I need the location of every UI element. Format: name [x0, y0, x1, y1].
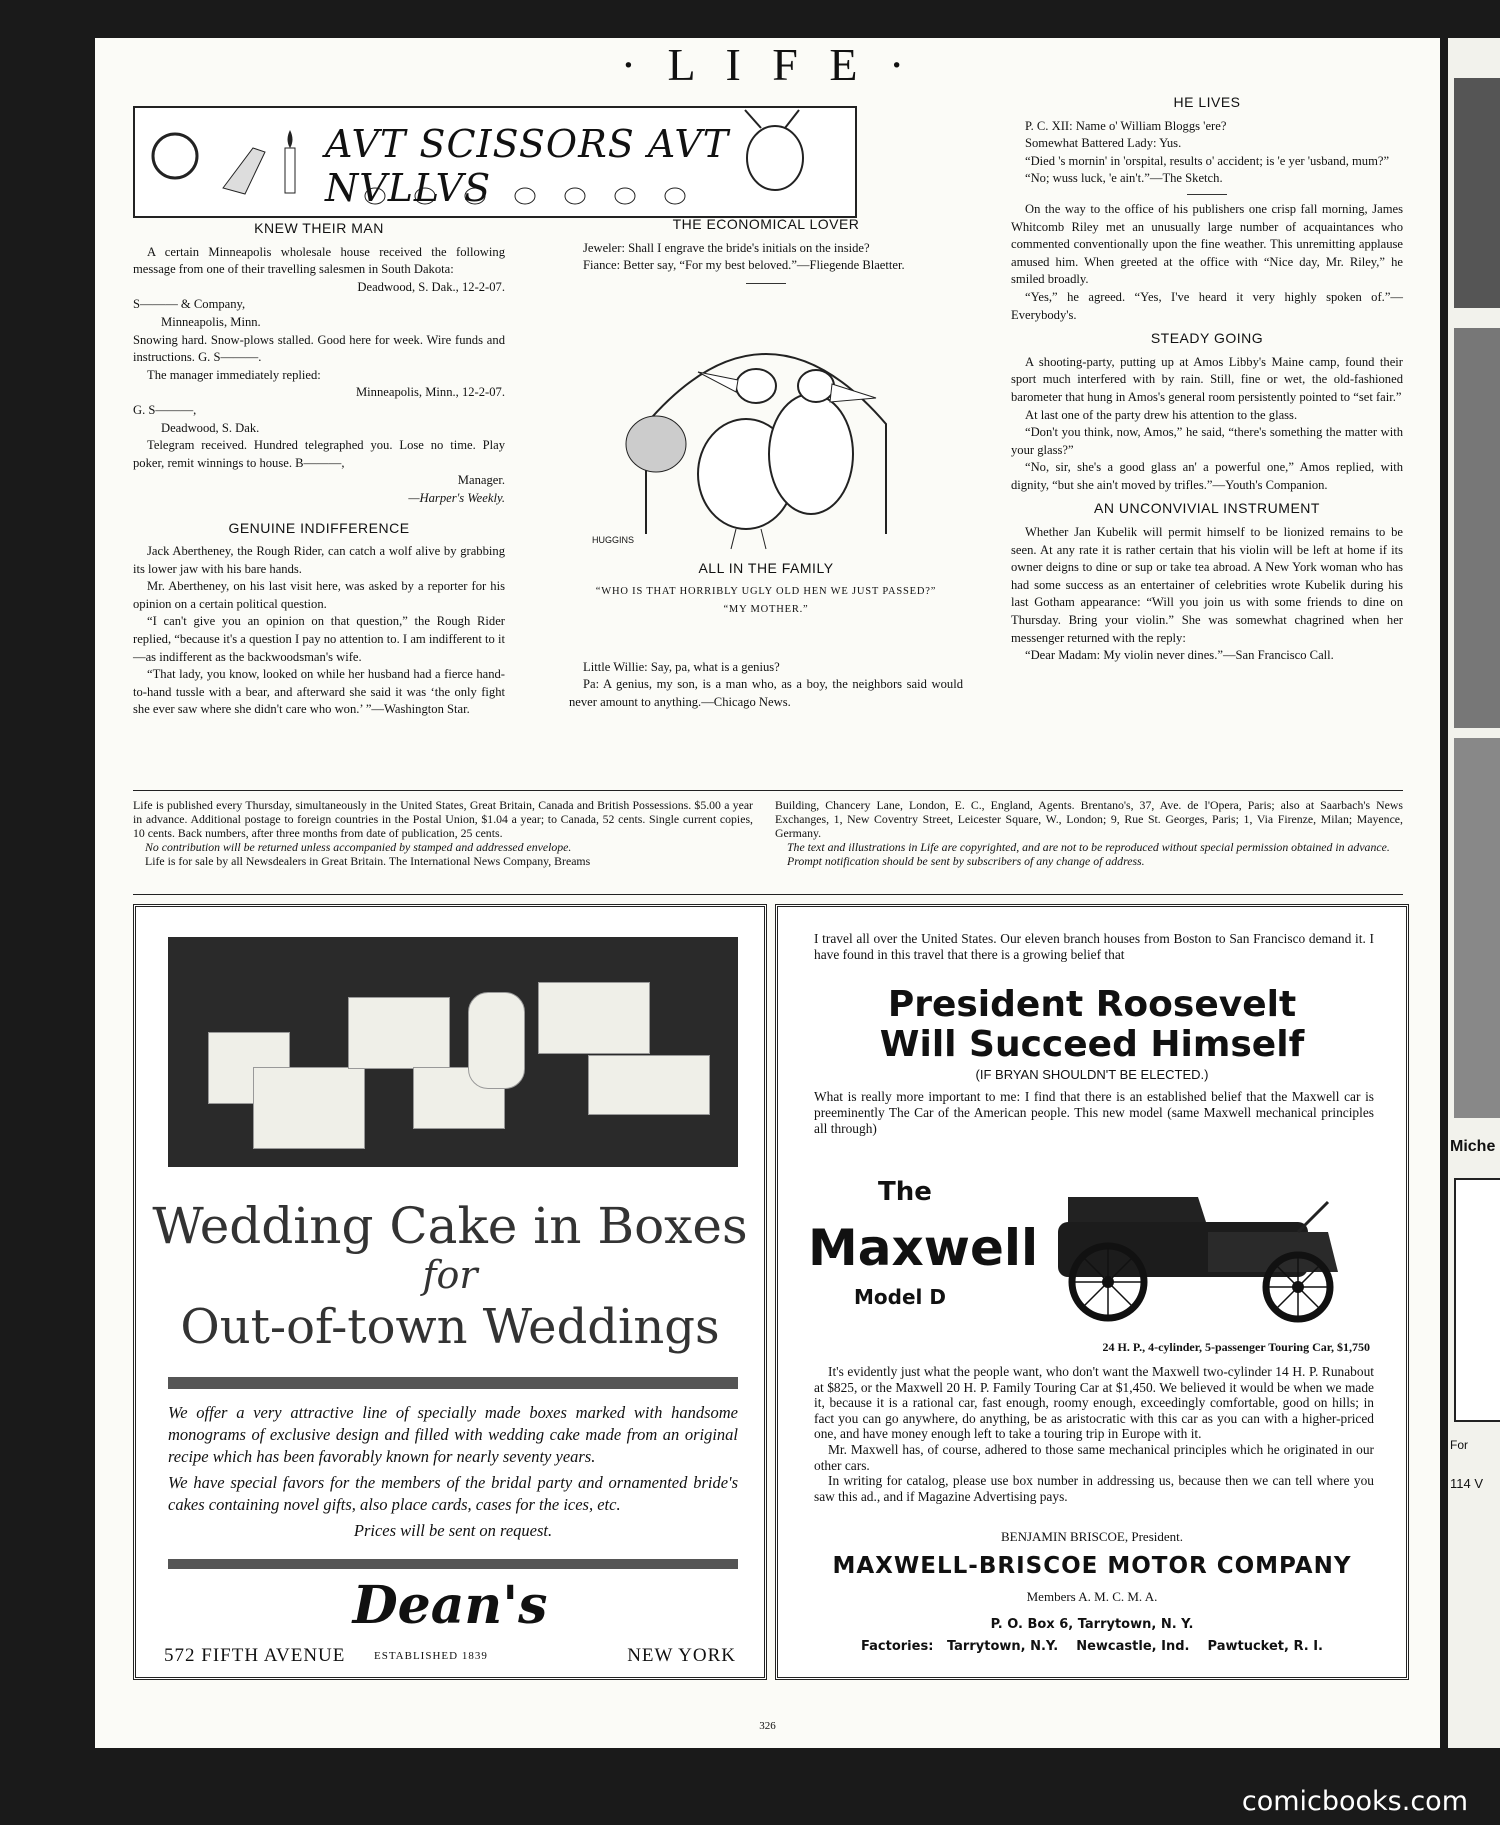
decorative-bar	[168, 1559, 738, 1569]
ad-text: In writing for catalog, please use box number in addressing us, because then we can tell where you saw this ad., and if Magazine Advertising pays.	[814, 1473, 1374, 1504]
signature: Manager.	[457, 473, 505, 488]
article-title: THE ECONOMICAL LOVER	[672, 216, 860, 232]
ad-headline: for	[422, 1253, 478, 1297]
deans-wedding-cake-ad	[133, 904, 767, 1680]
ad-established: ESTABLISHED 1839	[374, 1650, 488, 1662]
article-text: A shooting-party, putting up at Amos Libby's Maine camp, found their sport much interfered with by rain. Still, fine or wet, the old-fashioned barometer that hung in Amos's general room persistently pointed to “set fair.”	[1011, 354, 1403, 404]
ad-text: Prices will be sent on request.	[353, 1521, 553, 1540]
artist-signature: HUGGINS	[592, 534, 635, 545]
article-text: “No; wuss luck, 'e ain't.”—The Sketch.	[1025, 171, 1223, 186]
article-text: Little Willie: Say, pa, what is a genius?	[583, 659, 780, 674]
article-text: “No, sir, she's a good glass an' a powerful one,” Amos replied, with dignity, “but she ain't moved by trifles.”—Youth's Companion.	[1011, 460, 1403, 492]
maxwell-car-ad	[775, 904, 1409, 1680]
divider	[133, 790, 1403, 791]
address-line: Deadwood, S. Dak.	[161, 420, 260, 435]
article-title: STEADY GOING	[1150, 330, 1264, 347]
article-text: “Yes,” he agreed. “Yes, I've heard it very highly spoken of.”—Everybody's.	[1011, 289, 1403, 322]
ad-body	[814, 1364, 1374, 1504]
address-line: Minneapolis, Minn.	[161, 314, 261, 329]
deans-logo: Dean's	[352, 1575, 548, 1636]
pub-text: Life is for sale by all Newsdealers in Great Britain. The International News Company, Breams	[145, 854, 591, 868]
cartoon-caption: “MY MOTHER.”	[723, 603, 809, 615]
article-text: Jack Abertheney, the Rough Rider, can catch a wolf alive by grabbing its lower jaw with his bare hands.	[133, 544, 505, 576]
ad-signature: BENJAMIN BRISCOE, President.	[1000, 1529, 1183, 1544]
cake-box-icon	[253, 1067, 365, 1149]
article-text: Pa: A genius, my son, is a man who, as a boy, the neighbors said would never amount to anything.—Chicago News.	[569, 677, 963, 709]
publication-info-left	[133, 798, 753, 868]
article-text: Jeweler: Shall I engrave the bride's initials on the inside?	[583, 240, 870, 255]
cake-box-icon	[588, 1055, 710, 1115]
company-name: MAXWELL-BRISCOE MOTOR COMPANY	[832, 1553, 1352, 1579]
article-text: “Dear Madam: My violin never dines.”—San Francisco Call.	[1025, 648, 1334, 663]
factories: Factories: Tarrytown, N.Y. Newcastle, Ind. Pawtucket, R. I.	[861, 1639, 1323, 1654]
pub-text: The text and illustrations in Life are copyrighted, and are not to be reproduced without special permission obtained in advance.	[787, 840, 1390, 854]
article-text: “Don't you think, now, Amos,” he said, “there's something the matter with your glass?”	[1011, 425, 1403, 457]
source-credit: —Harper's Weekly.	[408, 490, 505, 505]
pub-text: Life is published every Thursday, simultaneously in the United States, Great Britain, Canada and British Possessions. $5.00 a year in advance. Additional postage to foreign countries in the Postal Union, $1.04 a year; to Canada, 52 cents. Single current copies, 10 cents. Back numbers, after three months from date of publication, 25 cents.	[133, 798, 753, 840]
page-number: 326	[759, 1720, 776, 1732]
article-title: KNEW THEIR MAN	[254, 220, 384, 236]
pub-text: No contribution will be returned unless accompanied by stamped and addressed envelope.	[145, 840, 572, 854]
article-text: Somewhat Battered Lady: Yus.	[1025, 136, 1182, 151]
telegram-text: Snowing hard. Snow-plows stalled. Good here for week. Wire funds and instructions. G. S———.	[133, 332, 505, 365]
article-text: A certain Minneapolis wholesale house received the following message from one of their travelling salesmen in South Dakota:	[133, 244, 505, 277]
address-line: G. S———,	[133, 402, 197, 417]
ad-text: It's evidently just what the people want, who don't want the Maxwell two-cylinder 14 H. P. Runabout at $825, or the Maxwell 20 H. P. Family Touring Car at $1,450. We believed it would be when we made it, because it is a rational car, fast enough, roomy enough, exceedingly comfortable, good on hills; in fact you can go anywhere, do anything, be as aristocratic with this car as you can with a higher-priced one, and have money enough left to take a touring trip in Europe with it.	[814, 1364, 1374, 1442]
ad-subhead: (IF BRYAN SHOULDN'T BE ELECTED.)	[975, 1067, 1209, 1082]
adjacent-page-art	[1454, 738, 1500, 1118]
cartoon-caption: “WHO IS THAT HORRIBLY UGLY OLD HEN WE JUST PASSED?”	[595, 586, 937, 598]
pub-text: Prompt notification should be sent by subscribers of any change of address.	[787, 854, 1145, 868]
car-spec: 24 H. P., 4-cylinder, 5-passenger Touring Car, $1,750	[1102, 1340, 1370, 1354]
adjacent-page-edge	[1448, 38, 1500, 1748]
divider	[133, 894, 1403, 895]
po-box: P. O. Box 6, Tarrytown, N. Y.	[990, 1617, 1194, 1632]
ad-headline: Will Succeed Himself	[879, 1024, 1305, 1065]
column-1	[133, 220, 505, 719]
model-name: Maxwell	[808, 1219, 1039, 1277]
cake-box-icon	[348, 997, 450, 1069]
adjacent-page-art	[1454, 1178, 1500, 1422]
dateline: Deadwood, S. Dak., 12-2-07.	[357, 279, 505, 294]
ad-text: What is really more important to me: I find that there is an established belief that the Maxwell car is preeminently The Car of the American people. This new model (same Maxwell mechanical principles all through)	[814, 1089, 1374, 1136]
cartoon-title: ALL IN THE FAMILY	[698, 559, 834, 576]
adjacent-page-text: Miche	[1450, 1138, 1496, 1155]
touring-car-icon	[1028, 1162, 1368, 1327]
cake-box-icon	[538, 982, 650, 1054]
ad-text: We have special favors for the members of the bridal party and ornamented bride's cakes containing novel gifts, also place cards, cases for the ices, etc.	[168, 1473, 738, 1514]
cartoon-ducks	[586, 304, 946, 554]
ad-text: Mr. Maxwell has, of course, adhered to those same mechanical principles which he originated in our other cars.	[814, 1441, 1374, 1473]
ad-headline: Out-of-town Weddings	[180, 1299, 720, 1355]
model-label: The	[878, 1177, 932, 1207]
article-text: “That lady, you know, looked on while her husband had a fierce hand-to-hand tussle with a bear, and afterward she said it was ‘the only fight she ever saw where she didn't care who won.’ ”—Washington Star.	[133, 667, 505, 717]
masthead: · L I F E ·	[620, 39, 915, 90]
column-3	[1011, 94, 1403, 665]
article-text: Whether Jan Kubelik will permit himself to be lionized remains to be seen. At any rate it is rather certain that his violin will be left at home if its owner deigns to dine or sup or take tea abroad. A New York woman who has had some success as an entertainer of celebrities wrote Kubelik during his last Gotham appearance: “Will you join us with some friends to dine on Thursday. Bring your violin.” She was somewhat chagrined when her messenger returned with the reply:	[1011, 525, 1403, 645]
pub-text: Building, Chancery Lane, London, E. C., England, Agents. Brentano's, 37, Ave. de l'Opera, Paris; also at Saarbach's News Exchanges, 1, New Coventry Street, Leicester Square, W., London; 9, Rue St. Georges, Paris; 1, Via Firenze, Milan; Mayence, Germany.	[775, 798, 1403, 840]
ad-city: NEW YORK	[627, 1645, 736, 1666]
publication-info-right	[775, 798, 1403, 868]
ad-address: 572 FIFTH AVENUE	[164, 1645, 346, 1666]
banner-title: AVT SCISSORS AVT NVLLVS	[325, 122, 730, 210]
cake-box-icon	[468, 992, 525, 1089]
article-text: On the way to the office of his publishers one crisp fall morning, James Whitcomb Riley met an unusually large number of acquaintances who commented conventionally upon the fine weather. This unremitting applause amused him. When greeted at the office with “Nice day, Mr. Riley,” he smiled broadly.	[1011, 201, 1403, 287]
ad-headline: President Roosevelt	[887, 984, 1297, 1025]
article-title: AN UNCONVIVIAL INSTRUMENT	[1094, 500, 1320, 517]
address-line: S——— & Company,	[133, 297, 246, 312]
column-2	[569, 216, 963, 711]
ad-headline: Wedding Cake in Boxes	[152, 1197, 748, 1255]
ad-body	[168, 1402, 738, 1542]
adjacent-page-art	[1454, 328, 1500, 728]
adjacent-page-text: 114 V	[1450, 1476, 1484, 1491]
duck-cartoon-icon	[586, 304, 946, 554]
ad-text: We offer a very attractive line of specially made boxes marked with handsome monograms of exclusive design and filled with wedding cake made from an original recipe which has been favorably known for nearly seventy years.	[168, 1403, 738, 1466]
article-text: Fiance: Better say, “For my best beloved.”—Fliegende Blaetter.	[583, 258, 905, 273]
article-title: GENUINE INDIFFERENCE	[228, 519, 410, 536]
dateline: Minneapolis, Minn., 12-2-07.	[355, 385, 505, 400]
article-text: Mr. Abertheney, on his last visit here, was asked by a reporter for his opinion on a certain political question.	[133, 579, 505, 611]
model-variant: Model D	[854, 1285, 946, 1309]
article-text: The manager immediately replied:	[147, 367, 321, 382]
article-text: “Died 's mornin' in 'orspital, results o' accident; is 'e yer 'usband, mum?”	[1025, 153, 1390, 168]
adjacent-page-text: For	[1450, 1438, 1468, 1452]
magazine-page	[95, 38, 1440, 1748]
article-text: P. C. XII: Name o' William Bloggs 'ere?	[1025, 118, 1227, 133]
membership: Members A. M. C. M. A.	[1026, 1589, 1158, 1604]
site-watermark: comicbooks.com	[1241, 1786, 1468, 1817]
ad-text: I travel all over the United States. Our eleven branch houses from Boston to San Francisco demand it. I have found in this travel that there is a growing belief that	[814, 931, 1374, 962]
article-text: At last one of the party drew his attention to the glass.	[1025, 407, 1298, 422]
telegram-text: Telegram received. Hundred telegraphed you. Lose no time. Play poker, remit winnings to house. B———,	[133, 438, 505, 470]
decorative-bar	[168, 1377, 738, 1389]
adjacent-page-art	[1454, 78, 1500, 308]
banner-illustration	[133, 106, 857, 218]
article-text: “I can't give you an opinion on that question,” the Rough Rider replied, “because it's a question I pay no attention to. I am indifferent to it—as indifferent as the backwoodsman's wife.	[133, 614, 505, 664]
cake-boxes-photo	[168, 937, 738, 1167]
article-title: HE LIVES	[1173, 94, 1241, 110]
